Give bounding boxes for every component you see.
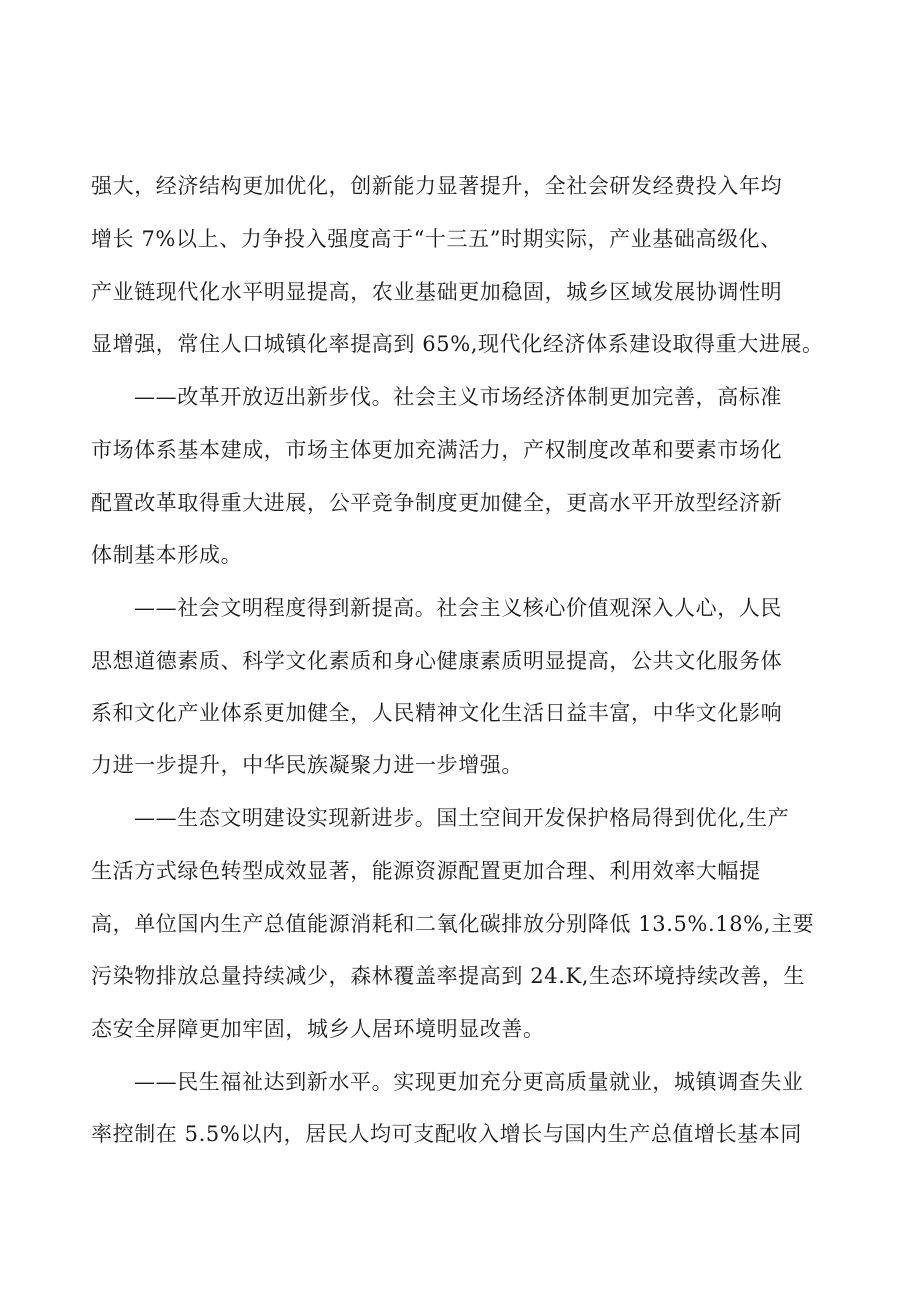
- paragraph-2-line-2: 市场体系基本建成，市场主体更加充满活力，产权制度改革和要素市场化: [91, 438, 783, 462]
- paragraph-5-line-1: ——民生福祉达到新水平。实现更加充分更高质量就业，城镇调查失业: [134, 1070, 804, 1094]
- paragraph-3-line-1: ——社会文明程度得到新提高。社会主义核心价值观深入人心，人民: [134, 596, 782, 620]
- paragraph-3-line-4: 力进一步提升，中华民族凝聚力进一步增强。: [91, 753, 523, 777]
- paragraph-4-line-3: 高，单位国内生产总值能源消耗和二氧化碳排放分别降低 13.5%.18%,主要: [91, 912, 815, 936]
- paragraph-3-line-2: 思想道德素质、科学文化素质和身心健康素质明显提高，公共文化服务体: [91, 649, 783, 673]
- paragraph-4-line-4: 污染物排放总量持续减少，森林覆盖率提高到 24.K,生态环境持续改善，生: [91, 964, 806, 988]
- paragraph-4-line-1: ——生态文明建设实现新进步。国土空间开发保护格局得到优化,生产: [134, 806, 790, 830]
- paragraph-1-line-2: 增长 7%以上、力争投入强度高于“十三五”时期实际，产业基础高级化、: [91, 227, 782, 251]
- paragraph-4-line-5: 态安全屏障更加牢固，城乡人居环境明显改善。: [91, 1017, 545, 1041]
- paragraph-2-line-4: 体制基本形成。: [91, 543, 243, 567]
- paragraph-1-line-3: 产业链现代化水平明显提高，农业基础更加稳固，城乡区域发展协调性明: [91, 280, 783, 304]
- paragraph-1-line-4: 显增强，常住人口城镇化率提高到 65%,现代化经济体系建设取得重大进展。: [91, 332, 824, 356]
- paragraph-5-line-2: 率控制在 5.5%以内，居民人均可支配收入增长与国内生产总值增长基本同: [91, 1122, 803, 1146]
- paragraph-1-line-1: 强大，经济结构更加优化，创新能力显著提升，全社会研发经费投入年均: [91, 174, 783, 198]
- paragraph-2-line-1: ——改革开放迈出新步伐。社会主义市场经济体制更加完善，高标准: [134, 385, 782, 409]
- paragraph-3-line-3: 系和文化产业体系更加健全，人民精神文化生活日益丰富，中华文化影响: [91, 701, 783, 725]
- paragraph-4-line-2: 生活方式绿色转型成效显著，能源资源配置更加合理、利用效率大幅提: [91, 859, 761, 883]
- paragraph-2-line-3: 配置改革取得重大进展，公平竞争制度更加健全，更高水平开放型经济新: [91, 491, 783, 515]
